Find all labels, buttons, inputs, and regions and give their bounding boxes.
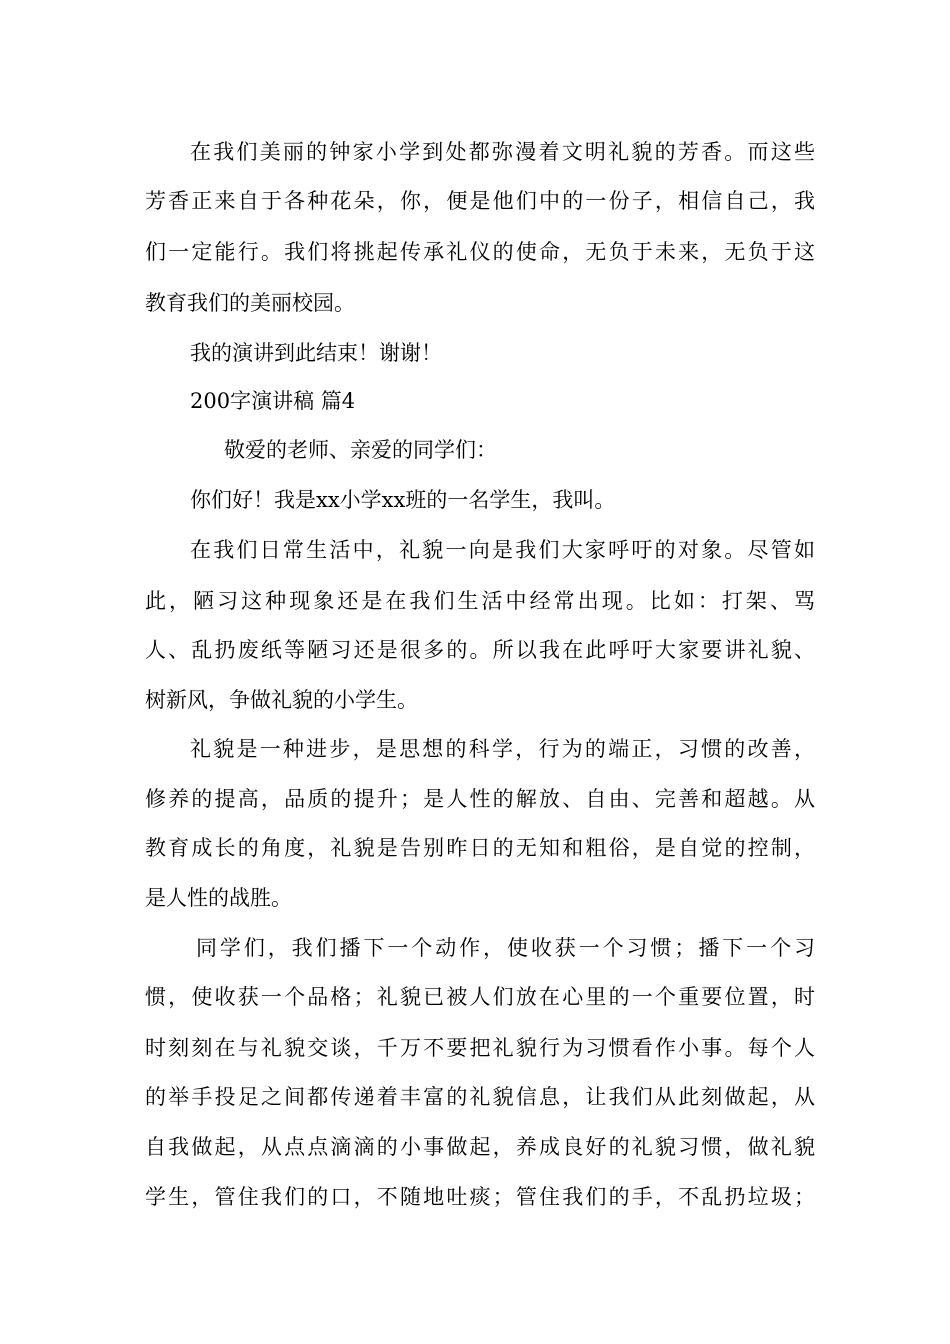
paragraph-line: 树新风，争做礼貌的小学生。: [145, 688, 418, 712]
paragraph-line: 人、乱扔废纸等陋习还是很多的。所以我在此呼吁大家要讲礼貌、: [145, 638, 815, 662]
paragraph-line: 礼貌是一种进步，是思想的科学，行为的端正，习惯的改善，: [190, 737, 815, 761]
paragraph-line: 是人性的战胜。: [145, 886, 292, 910]
paragraph-line: 在我们美丽的钟家小学到处都弥漫着文明礼貌的芳香。而这些: [190, 140, 815, 164]
paragraph-line: 同学们，我们播下一个动作，使收获一个习惯；播下一个习: [196, 936, 815, 960]
paragraph-line: 学生，管住我们的口，不随地吐痰；管住我们的手，不乱扔垃圾；: [145, 1185, 815, 1209]
paragraph-line: 教育我们的美丽校园。: [145, 291, 355, 315]
paragraph-line: 们一定能行。我们将挑起传承礼仪的使命，无负于未来，无负于这: [145, 240, 815, 264]
closing-line: 我的演讲到此结束！谢谢！: [190, 341, 442, 365]
section-heading: 200字演讲稿 篇4: [190, 389, 356, 413]
salutation: 敬爱的老师、亲爱的同学们：: [224, 438, 497, 462]
paragraph-line: 教育成长的角度，礼貌是告别昨日的无知和粗俗，是自觉的控制，: [145, 836, 815, 860]
paragraph-line: 修养的提高，品质的提升；是人性的解放、自由、完善和超越。从: [145, 787, 815, 811]
paragraph-line: 的举手投足之间都传递着丰富的礼貌信息，让我们从此刻做起，从: [145, 1085, 815, 1109]
paragraph-line: 时刻刻在与礼貌交谈，千万不要把礼貌行为习惯看作小事。每个人: [145, 1036, 815, 1060]
greeting: 你们好！我是xx小学xx班的一名学生，我叫。: [190, 488, 616, 512]
paragraph-line: 自我做起，从点点滴滴的小事做起，养成良好的礼貌习惯，做礼貌: [145, 1135, 815, 1159]
paragraph-line: 芳香正来自于各种花朵，你，便是他们中的一份子，相信自己，我: [145, 189, 815, 213]
paragraph-line: 此，陋习这种现象还是在我们生活中经常出现。比如：打架、骂: [145, 589, 815, 613]
paragraph-line: 在我们日常生活中，礼貌一向是我们大家呼吁的对象。尽管如: [190, 538, 815, 562]
paragraph-line: 惯，使收获一个品格；礼貌已被人们放在心里的一个重要位置，时: [145, 985, 815, 1009]
